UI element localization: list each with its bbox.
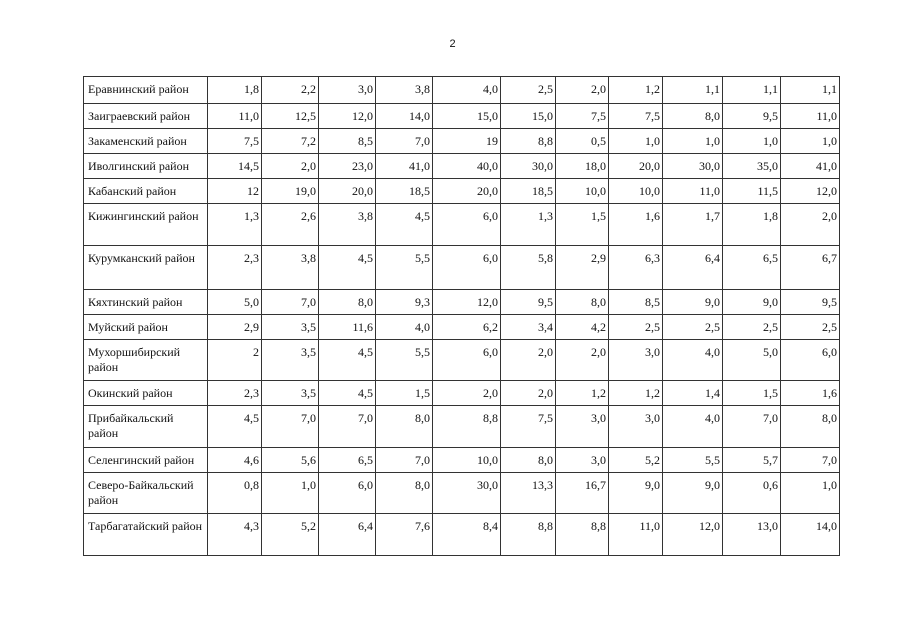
value-cell: 20,0 [609, 154, 663, 179]
district-name-cell: Еравнинский район [84, 77, 208, 104]
value-cell: 2,3 [208, 381, 262, 406]
value-cell: 7,0 [262, 406, 319, 448]
district-name-cell: Курумканский район [84, 246, 208, 290]
value-cell: 4,5 [208, 406, 262, 448]
value-cell: 8,8 [501, 129, 556, 154]
value-cell: 1,2 [609, 77, 663, 104]
value-cell: 7,0 [781, 448, 840, 473]
district-name-cell: Мухоршибирский район [84, 340, 208, 381]
value-cell: 10,0 [433, 448, 501, 473]
district-name-cell: Кабанский район [84, 179, 208, 204]
district-name-cell: Закаменский район [84, 129, 208, 154]
value-cell: 4,0 [663, 406, 723, 448]
value-cell: 1,0 [663, 129, 723, 154]
value-cell: 11,6 [319, 315, 376, 340]
value-cell: 41,0 [781, 154, 840, 179]
value-cell: 7,5 [208, 129, 262, 154]
value-cell: 5,0 [723, 340, 781, 381]
table-row [84, 129, 840, 154]
value-cell: 2,9 [556, 246, 609, 290]
value-cell: 2,0 [433, 381, 501, 406]
value-cell: 1,5 [376, 381, 433, 406]
district-data-table [83, 76, 840, 556]
value-cell: 3,5 [262, 315, 319, 340]
value-cell: 4,5 [319, 340, 376, 381]
value-cell: 19 [433, 129, 501, 154]
value-cell: 18,0 [556, 154, 609, 179]
value-cell: 6,0 [433, 340, 501, 381]
value-cell: 2,2 [262, 77, 319, 104]
value-cell: 2,0 [556, 340, 609, 381]
value-cell: 1,1 [723, 77, 781, 104]
value-cell: 12,0 [319, 104, 376, 129]
value-cell: 1,6 [781, 381, 840, 406]
value-cell: 2,0 [501, 340, 556, 381]
value-cell: 1,2 [556, 381, 609, 406]
value-cell: 4,5 [319, 246, 376, 290]
value-cell: 7,0 [319, 406, 376, 448]
value-cell: 5,5 [376, 246, 433, 290]
value-cell: 3,5 [262, 381, 319, 406]
value-cell: 1,6 [609, 204, 663, 246]
value-cell: 6,2 [433, 315, 501, 340]
value-cell: 9,0 [609, 473, 663, 514]
value-cell: 19,0 [262, 179, 319, 204]
value-cell: 30,0 [433, 473, 501, 514]
value-cell: 30,0 [501, 154, 556, 179]
value-cell: 1,8 [723, 204, 781, 246]
district-name-cell: Прибайкальский район [84, 406, 208, 448]
value-cell: 2,5 [781, 315, 840, 340]
value-cell: 13,0 [723, 514, 781, 556]
table-row [84, 340, 840, 381]
value-cell: 20,0 [433, 179, 501, 204]
page-number: 2 [449, 38, 456, 50]
value-cell: 1,2 [609, 381, 663, 406]
value-cell: 1,1 [663, 77, 723, 104]
table-row [84, 77, 840, 104]
value-cell: 7,2 [262, 129, 319, 154]
value-cell: 7,0 [376, 129, 433, 154]
value-cell: 5,6 [262, 448, 319, 473]
district-name-cell: Кижингинский район [84, 204, 208, 246]
district-name-cell: Иволгинский район [84, 154, 208, 179]
value-cell: 8,0 [781, 406, 840, 448]
value-cell: 12,5 [262, 104, 319, 129]
district-name-cell: Северо-Байкальский район [84, 473, 208, 514]
value-cell: 4,0 [663, 340, 723, 381]
value-cell: 3,0 [556, 448, 609, 473]
value-cell: 40,0 [433, 154, 501, 179]
value-cell: 12,0 [433, 290, 501, 315]
value-cell: 8,0 [376, 406, 433, 448]
value-cell: 3,4 [501, 315, 556, 340]
value-cell: 6,0 [433, 204, 501, 246]
value-cell: 4,0 [376, 315, 433, 340]
value-cell: 14,0 [781, 514, 840, 556]
value-cell: 14,5 [208, 154, 262, 179]
table-row [84, 104, 840, 129]
value-cell: 11,5 [723, 179, 781, 204]
district-name-cell: Тарбагатайский район [84, 514, 208, 556]
value-cell: 1,0 [781, 129, 840, 154]
value-cell: 14,0 [376, 104, 433, 129]
value-cell: 3,8 [262, 246, 319, 290]
value-cell: 8,5 [319, 129, 376, 154]
value-cell: 7,5 [501, 406, 556, 448]
value-cell: 15,0 [433, 104, 501, 129]
value-cell: 8,8 [556, 514, 609, 556]
value-cell: 8,0 [663, 104, 723, 129]
value-cell: 7,0 [262, 290, 319, 315]
value-cell: 8,0 [319, 290, 376, 315]
value-cell: 2,0 [262, 154, 319, 179]
value-cell: 1,3 [501, 204, 556, 246]
value-cell: 3,8 [376, 77, 433, 104]
value-cell: 15,0 [501, 104, 556, 129]
value-cell: 11,0 [208, 104, 262, 129]
value-cell: 18,5 [376, 179, 433, 204]
value-cell: 1,0 [609, 129, 663, 154]
value-cell: 3,0 [609, 406, 663, 448]
value-cell: 12,0 [781, 179, 840, 204]
value-cell: 1,1 [781, 77, 840, 104]
value-cell: 2,6 [262, 204, 319, 246]
value-cell: 5,5 [663, 448, 723, 473]
value-cell: 2,5 [609, 315, 663, 340]
value-cell: 2,0 [781, 204, 840, 246]
table-row [84, 381, 840, 406]
value-cell: 9,0 [723, 290, 781, 315]
district-name-cell: Заиграевский район [84, 104, 208, 129]
value-cell: 11,0 [609, 514, 663, 556]
value-cell: 8,8 [501, 514, 556, 556]
district-name-cell: Селенгинский район [84, 448, 208, 473]
value-cell: 6,5 [319, 448, 376, 473]
table-row [84, 290, 840, 315]
table-body [84, 77, 840, 556]
value-cell: 8,0 [376, 473, 433, 514]
value-cell: 9,5 [781, 290, 840, 315]
value-cell: 18,5 [501, 179, 556, 204]
value-cell: 6,5 [723, 246, 781, 290]
value-cell: 5,2 [262, 514, 319, 556]
value-cell: 3,8 [319, 204, 376, 246]
value-cell: 4,6 [208, 448, 262, 473]
value-cell: 8,0 [501, 448, 556, 473]
value-cell: 6,0 [433, 246, 501, 290]
table-row [84, 154, 840, 179]
district-name-cell: Окинский район [84, 381, 208, 406]
value-cell: 6,4 [663, 246, 723, 290]
value-cell: 1,5 [723, 381, 781, 406]
value-cell: 5,5 [376, 340, 433, 381]
value-cell: 3,5 [262, 340, 319, 381]
value-cell: 8,5 [609, 290, 663, 315]
value-cell: 20,0 [319, 179, 376, 204]
value-cell: 2,3 [208, 246, 262, 290]
value-cell: 7,5 [609, 104, 663, 129]
table-row [84, 473, 840, 514]
value-cell: 1,4 [663, 381, 723, 406]
value-cell: 8,0 [556, 290, 609, 315]
value-cell: 5,0 [208, 290, 262, 315]
value-cell: 8,8 [433, 406, 501, 448]
value-cell: 12 [208, 179, 262, 204]
value-cell: 2,5 [501, 77, 556, 104]
value-cell: 11,0 [663, 179, 723, 204]
value-cell: 1,8 [208, 77, 262, 104]
value-cell: 10,0 [609, 179, 663, 204]
value-cell: 11,0 [781, 104, 840, 129]
value-cell: 6,7 [781, 246, 840, 290]
value-cell: 2,0 [556, 77, 609, 104]
table-row [84, 179, 840, 204]
value-cell: 5,2 [609, 448, 663, 473]
value-cell: 7,6 [376, 514, 433, 556]
value-cell: 7,0 [376, 448, 433, 473]
value-cell: 30,0 [663, 154, 723, 179]
value-cell: 4,0 [433, 77, 501, 104]
value-cell: 2,9 [208, 315, 262, 340]
table-row [84, 246, 840, 290]
value-cell: 5,7 [723, 448, 781, 473]
value-cell: 9,5 [501, 290, 556, 315]
value-cell: 35,0 [723, 154, 781, 179]
value-cell: 1,7 [663, 204, 723, 246]
value-cell: 4,3 [208, 514, 262, 556]
value-cell: 6,0 [781, 340, 840, 381]
value-cell: 0,5 [556, 129, 609, 154]
value-cell: 7,0 [723, 406, 781, 448]
value-cell: 1,0 [723, 129, 781, 154]
value-cell: 13,3 [501, 473, 556, 514]
value-cell: 9,0 [663, 473, 723, 514]
value-cell: 7,5 [556, 104, 609, 129]
value-cell: 5,8 [501, 246, 556, 290]
value-cell: 23,0 [319, 154, 376, 179]
value-cell: 4,5 [319, 381, 376, 406]
table-row [84, 514, 840, 556]
value-cell: 9,0 [663, 290, 723, 315]
value-cell: 9,3 [376, 290, 433, 315]
value-cell: 2,5 [723, 315, 781, 340]
value-cell: 6,4 [319, 514, 376, 556]
value-cell: 6,3 [609, 246, 663, 290]
value-cell: 4,2 [556, 315, 609, 340]
value-cell: 1,0 [262, 473, 319, 514]
table-row [84, 448, 840, 473]
value-cell: 3,0 [319, 77, 376, 104]
value-cell: 9,5 [723, 104, 781, 129]
value-cell: 2,0 [501, 381, 556, 406]
value-cell: 0,6 [723, 473, 781, 514]
value-cell: 6,0 [319, 473, 376, 514]
value-cell: 12,0 [663, 514, 723, 556]
value-cell: 2 [208, 340, 262, 381]
value-cell: 10,0 [556, 179, 609, 204]
value-cell: 3,0 [556, 406, 609, 448]
table-row [84, 315, 840, 340]
value-cell: 0,8 [208, 473, 262, 514]
district-name-cell: Кяхтинский район [84, 290, 208, 315]
value-cell: 1,0 [781, 473, 840, 514]
table-row [84, 406, 840, 448]
value-cell: 4,5 [376, 204, 433, 246]
district-name-cell: Муйский район [84, 315, 208, 340]
value-cell: 16,7 [556, 473, 609, 514]
value-cell: 1,3 [208, 204, 262, 246]
value-cell: 3,0 [609, 340, 663, 381]
table-row [84, 204, 840, 246]
value-cell: 2,5 [663, 315, 723, 340]
value-cell: 1,5 [556, 204, 609, 246]
value-cell: 41,0 [376, 154, 433, 179]
value-cell: 8,4 [433, 514, 501, 556]
